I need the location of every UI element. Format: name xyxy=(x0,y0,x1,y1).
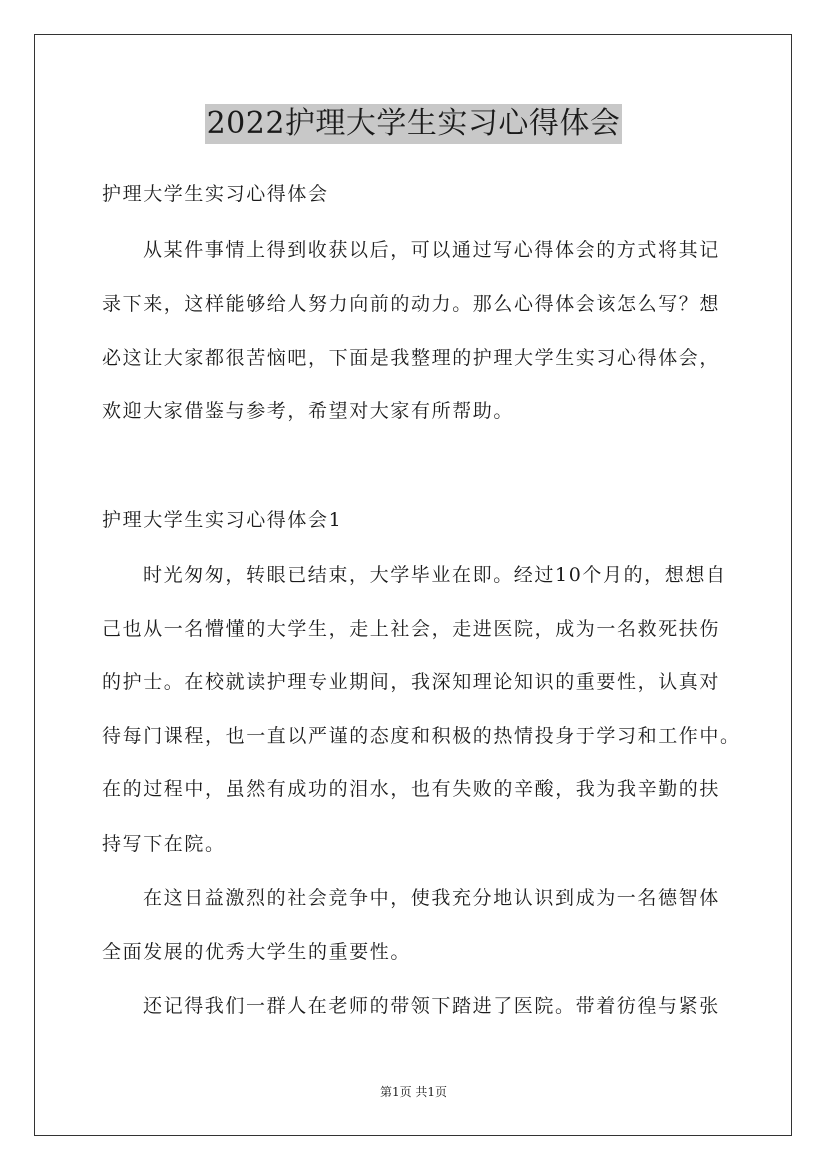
body-line: 待每门课程，也一直以严谨的态度和积极的热情投身于学习和工作中。 xyxy=(102,725,741,747)
intro-line: 欢迎大家借鉴与参考，希望对大家有所帮助。 xyxy=(102,400,515,422)
document-title-text: 2022护理大学生实习心得体会 xyxy=(205,104,623,144)
body-line: 持写下在院。 xyxy=(102,833,226,855)
body-line: 己也从一名懵懂的大学生，走上社会，走进医院，成为一名救死扶伤 xyxy=(102,618,721,640)
body-line: 的护士。在校就读护理专业期间，我深知理论知识的重要性，认真对 xyxy=(102,671,721,693)
body-line: 在的过程中，虽然有成功的泪水，也有失败的辛酸，我为我辛勤的扶 xyxy=(102,778,721,800)
page-number: 第1页 共1页 xyxy=(379,1085,448,1099)
document-title xyxy=(0,103,827,144)
body-line: 全面发展的优秀大学生的重要性。 xyxy=(102,941,412,963)
body-line: 时光匆匆，转眼已结束，大学毕业在即。经过10个月的，想想自 xyxy=(143,564,727,586)
section-heading: 护理大学生实习心得体会1 xyxy=(102,509,343,531)
body-line: 在这日益激烈的社会竞争中，使我充分地认识到成为一名德智体 xyxy=(143,887,720,909)
intro-line: 从某件事情上得到收获以后，可以通过写心得体会的方式将其记 xyxy=(143,239,720,261)
intro-line: 录下来，这样能够给人努力向前的动力。那么心得体会该怎么写？想 xyxy=(102,293,721,315)
intro-line: 必这让大家都很苦恼吧，下面是我整理的护理大学生实习心得体会， xyxy=(102,347,721,369)
body-line: 还记得我们一群人在老师的带领下踏进了医院。带着彷徨与紧张 xyxy=(143,995,720,1017)
document-subtitle: 护理大学生实习心得体会 xyxy=(102,183,329,205)
